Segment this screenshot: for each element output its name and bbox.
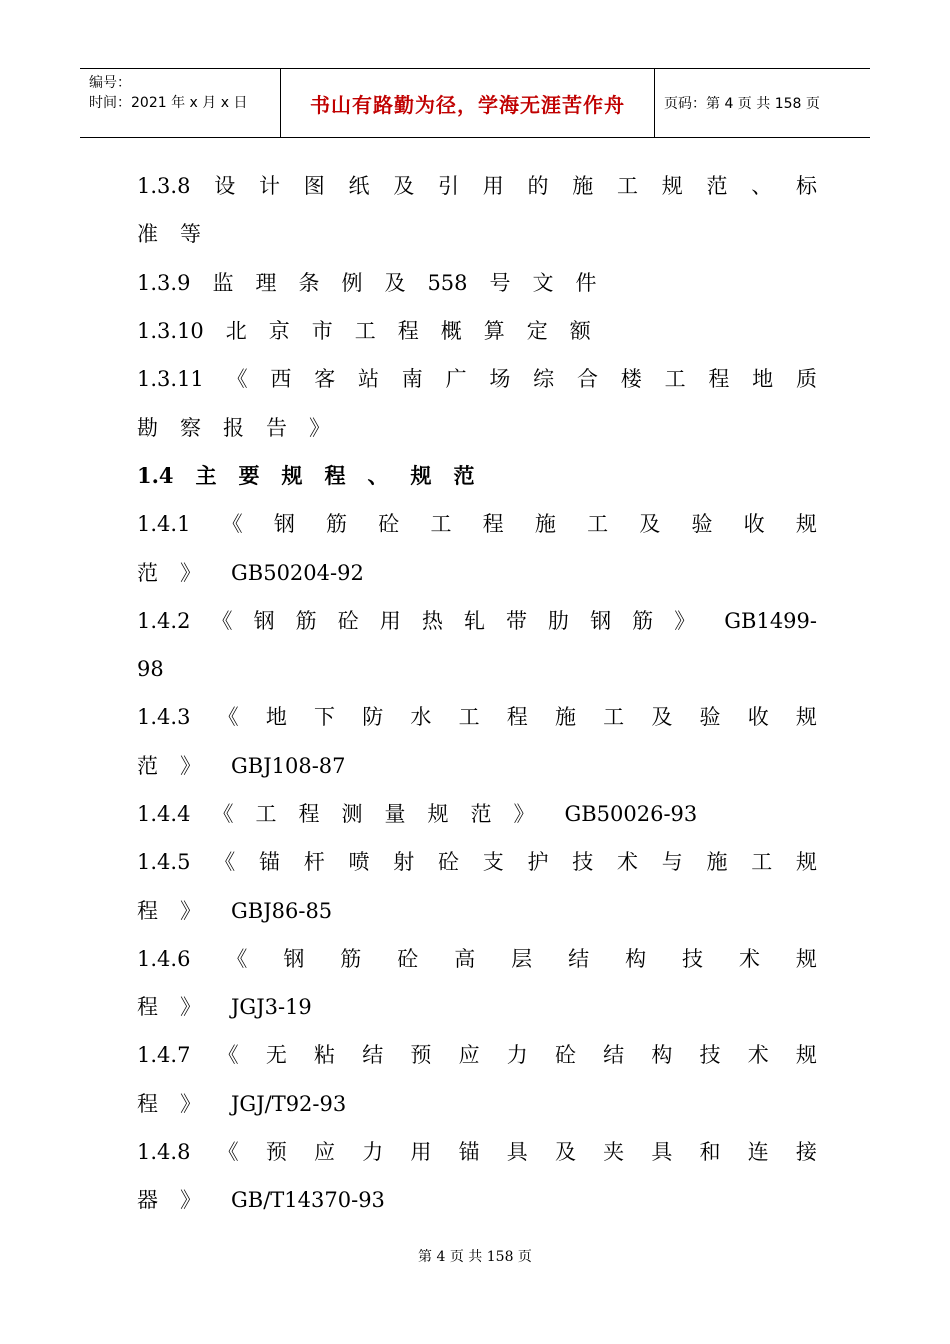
line-token: 构 — [651, 1043, 673, 1068]
line-token: 《 — [226, 367, 248, 392]
line-token: 要 — [238, 462, 260, 488]
line-token: 1.4.6 — [137, 946, 191, 971]
line-token: 钢 — [273, 512, 295, 537]
line-token: 》 — [674, 608, 696, 633]
line-token: GBJ108-87 — [231, 753, 346, 778]
line-token: 规 — [795, 512, 817, 537]
line-token: 术 — [738, 946, 760, 971]
document-line — [137, 259, 817, 307]
line-token: 轧 — [463, 608, 485, 633]
line-token: 1.3.11 — [137, 367, 204, 392]
line-token: 验 — [691, 512, 713, 537]
line-token: 筋 — [326, 512, 348, 537]
line-token: 南 — [401, 367, 423, 392]
line-token: 用 — [410, 1140, 432, 1165]
line-token: 工 — [603, 705, 625, 730]
document-line — [137, 742, 817, 790]
line-token: 图 — [303, 174, 325, 199]
line-token: 勘 — [137, 415, 158, 440]
line-token: 1.3.9 — [137, 270, 191, 295]
document-line — [137, 210, 817, 258]
document-line — [137, 597, 817, 645]
line-token: 具 — [651, 1140, 673, 1165]
document-line — [137, 1080, 817, 1128]
line-token: 程 — [137, 995, 158, 1020]
line-token: 下 — [314, 705, 335, 730]
line-token: 楼 — [620, 367, 642, 392]
line-token: 力 — [506, 1043, 528, 1068]
line-token: 《 — [217, 1140, 239, 1165]
line-token: 标 — [795, 174, 817, 199]
line-token: 结 — [568, 946, 590, 971]
line-token: 及 — [393, 174, 415, 199]
document-line — [137, 645, 817, 693]
line-token: 1.4.2 — [137, 608, 191, 633]
line-token: 1.4.3 — [137, 705, 191, 730]
line-token: GBJ86-85 — [231, 898, 333, 923]
line-token: 规 — [661, 174, 683, 199]
line-token: 和 — [699, 1140, 721, 1165]
line-token: 工 — [751, 850, 773, 875]
line-token: 程 — [397, 319, 419, 344]
document-line — [137, 162, 817, 210]
line-token: 力 — [362, 1140, 384, 1165]
line-token: 验 — [699, 705, 721, 730]
line-token: 《 — [217, 1043, 239, 1068]
line-token: 》 — [513, 802, 535, 826]
line-token: 收 — [747, 705, 769, 730]
line-token: 筋 — [340, 946, 362, 971]
document-line — [137, 307, 817, 355]
line-token: 、 — [367, 462, 389, 488]
line-token: 条 — [298, 270, 320, 295]
line-token: GB50026-93 — [564, 802, 698, 826]
line-token: 量 — [384, 802, 406, 826]
line-token: 连 — [747, 1140, 769, 1165]
line-token: 程 — [137, 1091, 158, 1116]
line-token: 肋 — [548, 608, 569, 633]
line-token: 1.4 — [137, 462, 174, 488]
line-token: 察 — [180, 415, 201, 440]
line-token: 、 — [751, 174, 773, 199]
line-token: 护 — [527, 850, 549, 875]
document-line — [137, 886, 817, 934]
line-token: 》 — [180, 1091, 201, 1116]
line-token: 术 — [747, 1043, 769, 1068]
line-token: 钢 — [590, 608, 612, 633]
line-token: 《 — [214, 850, 236, 875]
page-footer: 第 4 页 共 158 页 — [418, 1249, 532, 1265]
line-token: 术 — [616, 850, 638, 875]
line-token: 98 — [137, 657, 164, 682]
line-token: 场 — [489, 367, 511, 392]
line-token: 器 — [137, 1188, 158, 1213]
line-token: 1.4.1 — [137, 512, 191, 537]
line-token: 测 — [341, 802, 363, 826]
line-token: 及 — [639, 512, 661, 537]
line-token: 规 — [410, 462, 432, 488]
line-token: 范 — [453, 462, 475, 488]
line-token: 》 — [180, 753, 201, 778]
line-token: 工 — [664, 367, 686, 392]
line-token: 站 — [357, 367, 379, 392]
line-token: 程 — [137, 898, 158, 923]
document-line — [137, 452, 817, 500]
line-token: 《 — [211, 608, 233, 633]
line-token: 及 — [651, 705, 673, 730]
line-token: 概 — [440, 319, 462, 344]
line-token: 砼 — [437, 850, 459, 875]
document-line — [137, 983, 817, 1031]
document-line — [137, 548, 817, 596]
document-line — [137, 403, 817, 451]
line-token: 规 — [427, 802, 449, 826]
line-token: 质 — [795, 367, 817, 392]
document-line — [137, 1128, 817, 1176]
line-token: 砼 — [378, 512, 400, 537]
date-label: 时间：2021 年 x 月 x 日 — [89, 95, 248, 111]
line-token: 施 — [706, 850, 728, 875]
line-token: 程 — [708, 367, 730, 392]
line-token: 砼 — [554, 1043, 576, 1068]
line-token: 理 — [255, 270, 277, 295]
line-token: 构 — [625, 946, 647, 971]
line-token: 及 — [554, 1140, 576, 1165]
line-token: 》 — [180, 898, 201, 923]
line-token: 程 — [298, 802, 320, 826]
line-token: 文 — [532, 270, 554, 295]
line-token: 北 — [225, 319, 247, 344]
line-token: 具 — [506, 1140, 528, 1165]
document-line — [137, 935, 817, 983]
line-token: 额 — [569, 319, 591, 344]
line-token: 1.4.8 — [137, 1140, 191, 1165]
line-token: GB/T14370-93 — [231, 1188, 385, 1213]
line-token: 砼 — [337, 608, 359, 633]
line-token: 》 — [180, 1188, 201, 1213]
document-line — [137, 838, 817, 886]
line-token: 》 — [180, 995, 201, 1020]
line-token: 及 — [384, 270, 406, 295]
line-token: 报 — [223, 415, 244, 440]
serial-number-label: 编号： — [89, 75, 131, 91]
document-line — [137, 790, 817, 838]
line-token: 范 — [470, 802, 492, 826]
line-token: 层 — [511, 946, 533, 971]
header-meta — [80, 69, 281, 137]
line-token: 监 — [212, 270, 234, 295]
line-token: 主 — [195, 462, 217, 488]
document-line — [137, 1176, 817, 1224]
line-token: 件 — [575, 270, 597, 295]
line-token: 用 — [379, 608, 401, 633]
line-token: 1.4.4 — [137, 802, 191, 826]
line-token: 规 — [795, 1043, 817, 1068]
line-token: 施 — [554, 705, 576, 730]
line-token: 带 — [505, 608, 527, 633]
line-token: 1.4.7 — [137, 1043, 191, 1068]
line-token: 市 — [311, 319, 333, 344]
line-token: 程 — [506, 705, 528, 730]
line-token: 接 — [795, 1140, 817, 1165]
line-token: 程 — [324, 462, 346, 488]
line-token: 西 — [270, 367, 292, 392]
line-token: 范 — [706, 174, 728, 199]
line-token: 《 — [212, 802, 234, 826]
line-token: 京 — [268, 319, 290, 344]
header-motto: 书山有路勤为径，学海无涯苦作舟 — [281, 69, 655, 137]
line-token: 《 — [217, 705, 239, 730]
line-token: 结 — [603, 1043, 625, 1068]
line-token: 客 — [314, 367, 336, 392]
line-token: 防 — [362, 705, 384, 730]
line-token: 规 — [281, 462, 303, 488]
line-token: 等 — [180, 222, 201, 247]
line-token: 高 — [454, 946, 476, 971]
line-token: 技 — [572, 850, 594, 875]
line-token: 规 — [795, 705, 817, 730]
line-token: 范 — [137, 753, 158, 778]
line-token: 告 — [266, 415, 287, 440]
line-token: 预 — [410, 1043, 432, 1068]
line-token: 定 — [526, 319, 548, 344]
line-token: JGJ3-19 — [231, 995, 312, 1020]
line-token: 计 — [258, 174, 280, 199]
line-token: 例 — [341, 270, 363, 295]
line-token: 工 — [430, 512, 452, 537]
header-page-number: 页码：第 4 页 共 158 页 — [664, 96, 820, 112]
line-token: 夹 — [603, 1140, 625, 1165]
line-token: 喷 — [348, 850, 370, 875]
line-token: 结 — [362, 1043, 384, 1068]
line-token: 技 — [699, 1043, 721, 1068]
line-token: 粘 — [314, 1043, 335, 1068]
line-token: 杆 — [303, 850, 325, 875]
line-token: 应 — [314, 1140, 335, 1165]
line-token: GB50204-92 — [231, 560, 364, 585]
line-token: 1.4.5 — [137, 850, 191, 875]
line-token: 射 — [393, 850, 415, 875]
line-token: 地 — [752, 367, 774, 392]
line-token: 筋 — [295, 608, 317, 633]
line-token: 广 — [445, 367, 467, 392]
line-token: 工 — [458, 705, 480, 730]
line-token: 锚 — [258, 850, 280, 875]
line-token: 收 — [743, 512, 765, 537]
page-header — [80, 68, 870, 138]
line-token: 1.3.8 — [137, 174, 191, 199]
document-line — [137, 500, 817, 548]
line-token: 《 — [226, 946, 248, 971]
line-token: 工 — [587, 512, 609, 537]
line-token: 支 — [482, 850, 504, 875]
line-token: 无 — [265, 1043, 287, 1068]
line-token: 合 — [576, 367, 598, 392]
document-line — [137, 693, 817, 741]
line-token: 设 — [214, 174, 236, 199]
line-token: 与 — [661, 850, 683, 875]
document-line — [137, 355, 817, 403]
line-token: 施 — [572, 174, 594, 199]
line-token: 热 — [421, 608, 443, 633]
line-token: 预 — [265, 1140, 287, 1165]
line-token: 工 — [354, 319, 376, 344]
line-token: 钢 — [283, 946, 305, 971]
line-token: 准 — [137, 222, 158, 247]
line-token: 引 — [437, 174, 459, 199]
line-token: 钢 — [253, 608, 275, 633]
document-body — [137, 162, 817, 1225]
line-token: 规 — [795, 946, 817, 971]
line-token: 综 — [533, 367, 555, 392]
line-token: 算 — [483, 319, 505, 344]
line-token: 1.3.10 — [137, 319, 204, 344]
line-token: 工 — [255, 802, 277, 826]
line-token: 的 — [527, 174, 549, 199]
line-token: 技 — [682, 946, 704, 971]
line-token: 程 — [482, 512, 504, 537]
line-token: JGJ/T92-93 — [231, 1091, 347, 1116]
line-token: 范 — [137, 560, 158, 585]
line-token: 号 — [489, 270, 511, 295]
line-token: 水 — [410, 705, 432, 730]
line-token: 应 — [458, 1043, 480, 1068]
line-token: 锚 — [458, 1140, 480, 1165]
line-token: 施 — [534, 512, 556, 537]
line-token: 》 — [180, 560, 201, 585]
line-token: 规 — [795, 850, 817, 875]
line-token: GB1499- — [724, 608, 817, 633]
line-token: 》 — [309, 415, 330, 440]
line-token: 工 — [616, 174, 638, 199]
line-token: 纸 — [348, 174, 370, 199]
line-token: 558 — [427, 270, 468, 295]
line-token: 《 — [221, 512, 243, 537]
line-token: 筋 — [632, 608, 654, 633]
line-token: 地 — [265, 705, 287, 730]
line-token: 用 — [482, 174, 504, 199]
document-line — [137, 1031, 817, 1079]
line-token: 砼 — [397, 946, 419, 971]
